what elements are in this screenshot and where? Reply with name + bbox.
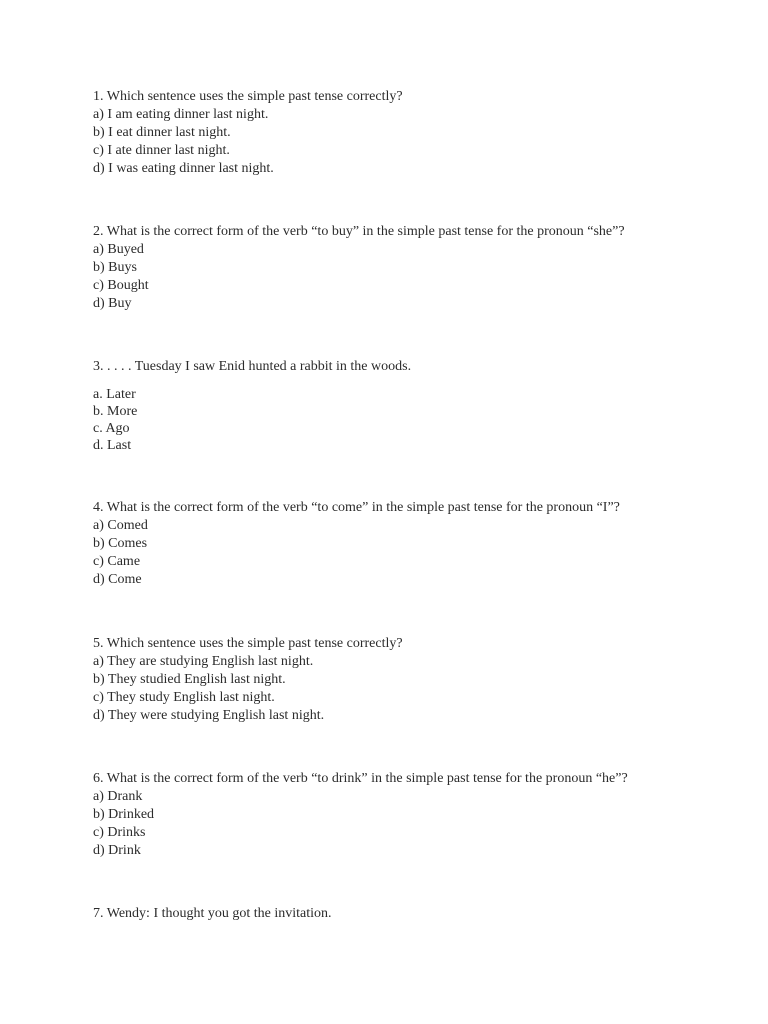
- question-2-option-a: a) Buyed: [93, 242, 144, 257]
- question-6-option-c: c) Drinks: [93, 825, 146, 840]
- question-1-text: 1. Which sentence uses the simple past tense correctly?: [93, 89, 403, 104]
- question-5-option-a: a) They are studying English last night.: [93, 654, 314, 669]
- question-6-text: 6. What is the correct form of the verb “to drink” in the simple past tense for the pronoun “he”?: [93, 771, 628, 786]
- question-4-option-d: d) Come: [93, 572, 142, 587]
- document-page: [93, 88, 673, 923]
- question-4-option-a: a) Comed: [93, 518, 148, 533]
- question-3-option-a: a. Later: [93, 387, 136, 402]
- question-1-option-b: b) I eat dinner last night.: [93, 125, 231, 140]
- question-6-option-a: a) Drank: [93, 789, 143, 804]
- question-3-option-b: b. More: [93, 404, 138, 419]
- question-6-option-d: d) Drink: [93, 843, 141, 858]
- question-2-option-b: b) Buys: [93, 260, 137, 275]
- question-2-text: 2. What is the correct form of the verb “to buy” in the simple past tense for the pronoun “she”?: [93, 224, 625, 239]
- question-1: [93, 88, 673, 178]
- question-4: [93, 499, 673, 589]
- question-3-option-d: d. Last: [93, 438, 132, 453]
- question-5-option-d: d) They were studying English last night.: [93, 708, 325, 723]
- question-4-option-c: c) Came: [93, 554, 141, 569]
- question-3-option-c: c. Ago: [93, 421, 130, 436]
- question-2-option-d: d) Buy: [93, 296, 132, 311]
- question-7: [93, 905, 673, 923]
- question-6-option-b: b) Drinked: [93, 807, 155, 822]
- question-2-option-c: c) Bought: [93, 278, 149, 293]
- question-3: [93, 358, 673, 454]
- question-5: [93, 635, 673, 725]
- question-4-text: 4. What is the correct form of the verb “to come” in the simple past tense for the pronoun “I”?: [93, 500, 620, 515]
- question-5-option-c: c) They study English last night.: [93, 690, 275, 705]
- question-1-option-d: d) I was eating dinner last night.: [93, 161, 274, 176]
- question-1-option-c: c) I ate dinner last night.: [93, 143, 230, 158]
- question-5-option-b: b) They studied English last night.: [93, 672, 286, 687]
- question-2: [93, 223, 673, 313]
- question-3-text: 3. . . . . Tuesday I saw Enid hunted a rabbit in the woods.: [93, 359, 412, 374]
- question-4-option-b: b) Comes: [93, 536, 148, 551]
- question-6: [93, 770, 673, 860]
- question-7-text: 7. Wendy: I thought you got the invitation.: [93, 906, 332, 921]
- question-1-option-a: a) I am eating dinner last night.: [93, 107, 269, 122]
- question-5-text: 5. Which sentence uses the simple past tense correctly?: [93, 636, 403, 651]
